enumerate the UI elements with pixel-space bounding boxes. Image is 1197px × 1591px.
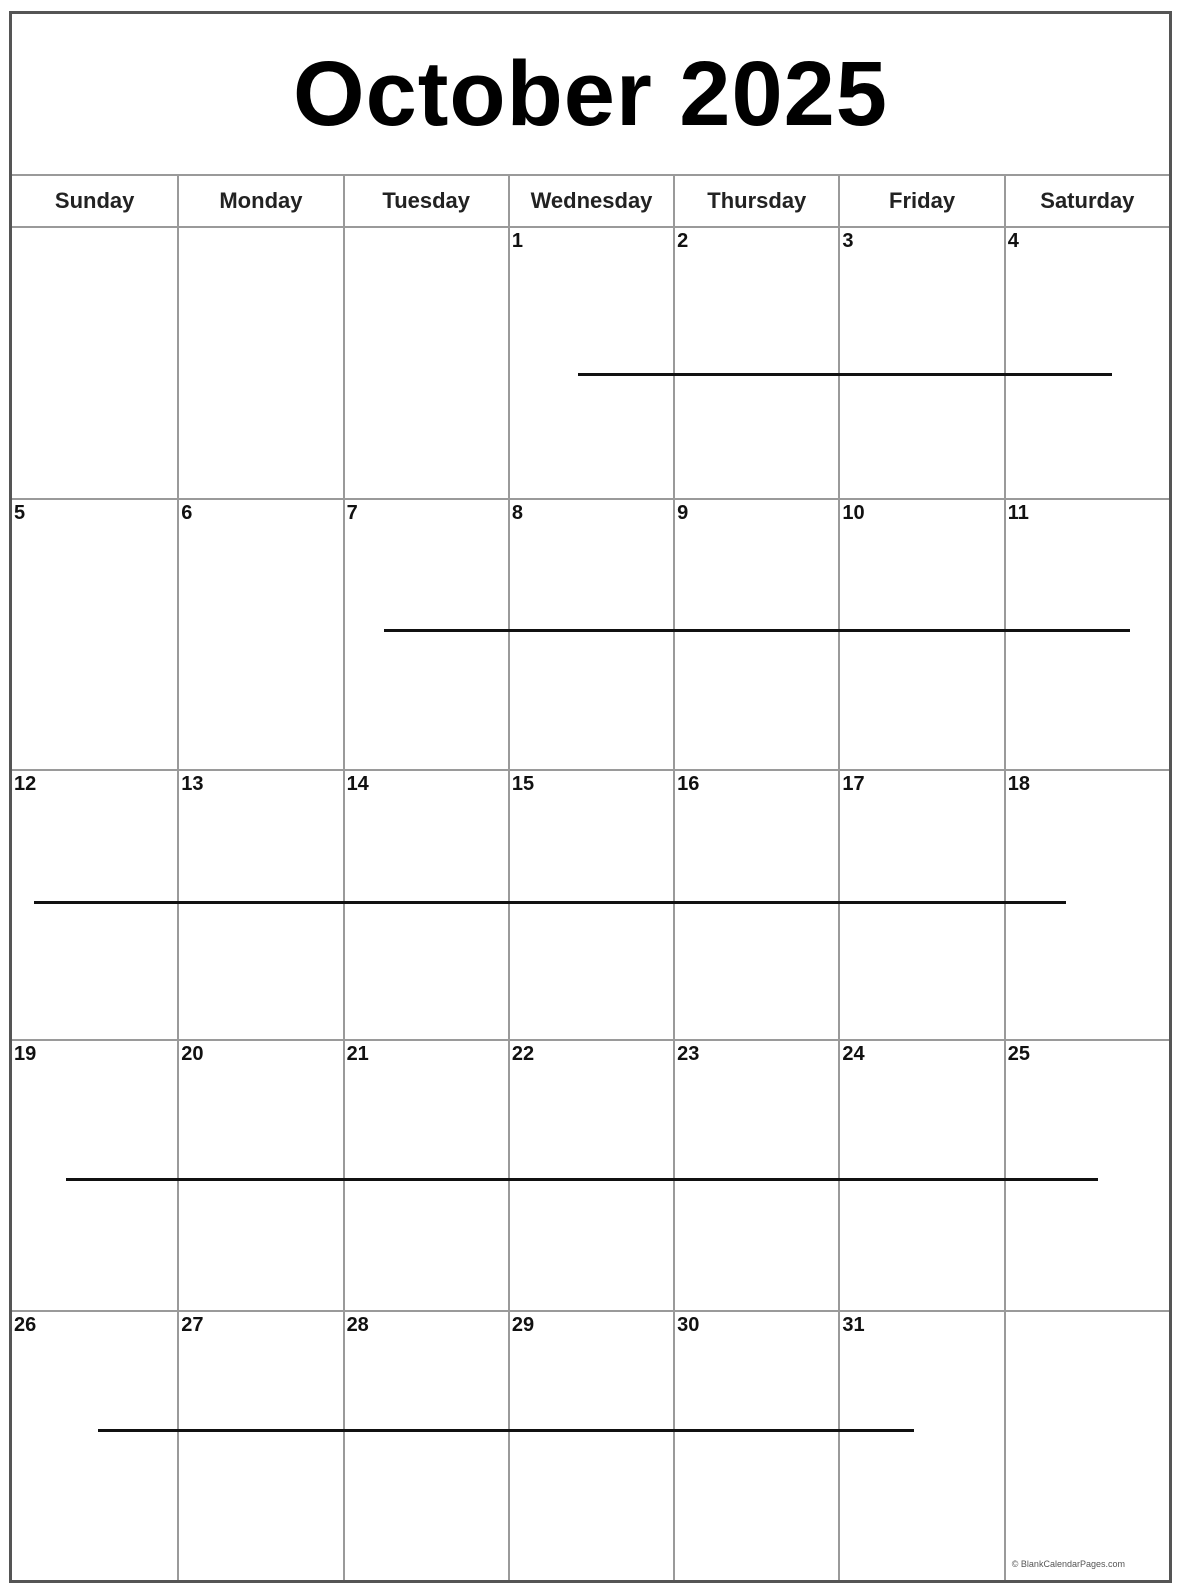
day-number: 31 <box>842 1313 865 1336</box>
copyright-footer: © BlankCalendarPages.com <box>1011 1559 1125 1569</box>
day-number: 1 <box>511 230 523 252</box>
day-cell[interactable] <box>838 498 1003 768</box>
weekday-tuesday: Tuesday <box>343 176 508 228</box>
day-number: 20 <box>181 1043 204 1066</box>
day-cell[interactable] <box>838 1039 1003 1309</box>
day-number: 8 <box>511 502 523 525</box>
day-cell[interactable] <box>343 1310 508 1580</box>
day-number: 7 <box>346 502 358 525</box>
day-cell[interactable] <box>177 1310 342 1580</box>
line-week-3 <box>34 901 1066 904</box>
day-number: 25 <box>1007 1043 1030 1066</box>
day-number: 16 <box>677 772 700 795</box>
day-cell[interactable] <box>508 1039 673 1309</box>
day-cell[interactable] <box>343 1039 508 1309</box>
day-number: 12 <box>14 772 37 795</box>
day-cell[interactable] <box>673 228 838 498</box>
day-number: 19 <box>14 1043 37 1066</box>
day-number: 22 <box>511 1043 535 1066</box>
day-cell[interactable] <box>838 1310 1003 1580</box>
day-cell[interactable] <box>1004 1310 1169 1580</box>
line-week-4 <box>66 1178 1098 1181</box>
calendar-grid <box>12 228 1169 1580</box>
weekday-header-row <box>12 176 1169 228</box>
day-number: 13 <box>181 772 204 795</box>
day-number: 26 <box>14 1313 37 1336</box>
day-cell[interactable] <box>508 1310 673 1580</box>
day-cell[interactable] <box>673 498 838 768</box>
line-week-2 <box>384 629 1130 632</box>
day-cell[interactable] <box>12 498 177 768</box>
weekday-sunday: Sunday <box>12 176 177 228</box>
day-cell[interactable] <box>177 498 342 768</box>
day-cell[interactable] <box>177 1039 342 1309</box>
day-number: 3 <box>842 230 854 252</box>
day-number: 2 <box>677 230 689 252</box>
day-number: 27 <box>181 1313 204 1336</box>
day-number: 10 <box>842 502 865 525</box>
day-number: 14 <box>346 772 369 795</box>
day-cell[interactable] <box>508 228 673 498</box>
day-number: 21 <box>346 1043 369 1066</box>
calendar-page <box>9 11 1172 1583</box>
day-cell[interactable] <box>1004 1039 1169 1309</box>
day-number: 5 <box>14 502 26 525</box>
day-number: 23 <box>677 1043 700 1066</box>
day-cell[interactable] <box>1004 228 1169 498</box>
day-cell[interactable] <box>12 228 177 498</box>
day-number: 4 <box>1007 230 1019 252</box>
line-week-1 <box>578 373 1112 376</box>
line-week-5 <box>98 1429 914 1432</box>
day-number: 9 <box>677 502 689 525</box>
day-cell[interactable] <box>1004 498 1169 768</box>
day-number: 29 <box>511 1313 535 1336</box>
day-cell[interactable] <box>673 1039 838 1309</box>
calendar-title: October 2025 <box>293 42 888 145</box>
weekday-saturday: Saturday <box>1004 176 1169 228</box>
day-number: 30 <box>677 1313 700 1336</box>
day-cell[interactable] <box>673 1310 838 1580</box>
day-cell[interactable] <box>343 498 508 768</box>
day-number: 15 <box>511 772 535 795</box>
day-cell[interactable] <box>838 228 1003 498</box>
day-number: 6 <box>181 502 193 525</box>
day-number: 28 <box>346 1313 369 1336</box>
weekday-wednesday: Wednesday <box>508 176 673 228</box>
day-cell[interactable] <box>343 228 508 498</box>
weekday-thursday: Thursday <box>673 176 838 228</box>
day-number: 11 <box>1007 502 1029 525</box>
day-cell[interactable] <box>12 1310 177 1580</box>
day-number: 24 <box>842 1043 865 1066</box>
day-number: 17 <box>842 772 865 795</box>
weekday-friday: Friday <box>838 176 1003 228</box>
weekday-monday: Monday <box>177 176 342 228</box>
day-cell[interactable] <box>177 228 342 498</box>
day-cell[interactable] <box>12 1039 177 1309</box>
day-cell[interactable] <box>508 498 673 768</box>
day-number: 18 <box>1007 772 1030 795</box>
